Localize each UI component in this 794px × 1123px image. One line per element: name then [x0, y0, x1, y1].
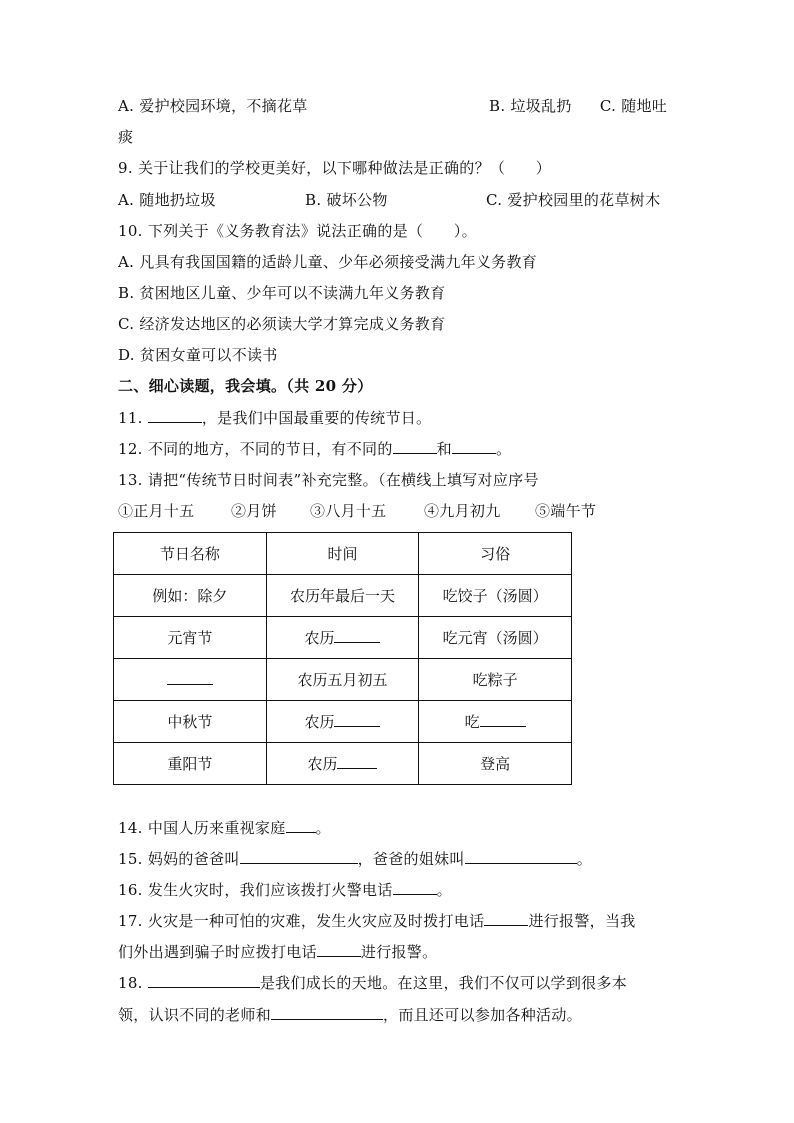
q12-blank-1[interactable]	[393, 439, 437, 454]
q8-option-c: C. 随地吐	[599, 97, 668, 115]
table-row	[114, 701, 572, 743]
table-header-cell: 时间	[266, 533, 419, 575]
q17-line-1	[118, 911, 636, 931]
q13-option-4: ④九月初九	[424, 502, 501, 520]
q12-text-mid: 和	[436, 440, 452, 458]
table-cell	[266, 743, 419, 785]
q11-text: ，是我们中国最重要的传统节日。	[201, 409, 432, 427]
table-header-cell: 节日名称	[114, 533, 267, 575]
table-cell-text: 农历	[307, 755, 338, 773]
q18-line-1	[118, 973, 627, 993]
q13-option-1: ①正月十五	[118, 502, 195, 520]
q12	[118, 439, 511, 459]
q15-text-pre: 15. 妈妈的爸爸叫	[118, 850, 240, 868]
q14-blank[interactable]	[286, 818, 316, 833]
q18-blank-1[interactable]	[148, 973, 260, 988]
table-cell: 元宵节	[114, 617, 267, 659]
q8-options-line	[118, 96, 308, 116]
table-cell: 吃粽子	[419, 659, 572, 701]
table-row	[114, 617, 572, 659]
festival-table	[113, 532, 572, 785]
q15-text-mid: ，爸爸的姐妹叫	[357, 850, 465, 868]
table-cell-text: 吃	[464, 713, 480, 731]
table-blank[interactable]	[167, 670, 213, 685]
q10-option-c: C. 经济发达地区的必须读大学才算完成义务教育	[118, 315, 446, 333]
q13-option-2: ②月饼	[231, 502, 277, 520]
table-cell: 重阳节	[114, 743, 267, 785]
q14	[118, 818, 331, 838]
table-cell-text: 农历	[304, 713, 335, 731]
q17-text-line2-pre: 们外出遇到骗子时应拨打电话	[118, 943, 317, 961]
q8-option-a: A. 爱护校园环境，不摘花草	[118, 97, 308, 115]
q9-option-c: C. 爱护校园里的花草树木	[486, 191, 661, 209]
q14-text-pre: 14. 中国人历来重视家庭	[118, 819, 286, 837]
q15-blank-1[interactable]	[240, 849, 358, 864]
q16-text-pre: 16. 发生火灾时，我们应该拨打火警电话	[118, 881, 393, 899]
q18-text-line2-post: ，而且还可以参加各种活动。	[383, 1006, 582, 1024]
q12-text-post: 。	[495, 440, 512, 458]
q18-line-2	[118, 1005, 582, 1025]
table-cell: 农历五月初五	[266, 659, 419, 701]
table-cell: 登高	[419, 743, 572, 785]
q17-blank-2[interactable]	[317, 942, 361, 957]
q10-stem: 10. 下列关于《义务教育法》说法正确的是（ ）。	[118, 222, 477, 240]
table-cell	[266, 701, 419, 743]
table-blank[interactable]	[334, 628, 380, 643]
q10-option-b: B. 贫困地区儿童、少年可以不读满九年义务教育	[118, 284, 446, 302]
q9-option-a: A. 随地扔垃圾	[118, 191, 216, 209]
table-cell: 例如：除夕	[114, 575, 267, 617]
table-cell	[266, 617, 419, 659]
q10-option-d: D. 贫困女童可以不读书	[118, 346, 278, 364]
q11	[118, 408, 431, 428]
q8-option-c-cont: 痰	[118, 128, 134, 146]
q9-stem: 9. 关于让我们的学校更美好，以下哪种做法是正确的？（ ）	[118, 159, 552, 177]
q18-text-1: 是我们成长的天地。在这里，我们不仅可以学到很多本	[259, 974, 628, 992]
q15-blank-2[interactable]	[465, 849, 577, 864]
q18-blank-2[interactable]	[271, 1005, 383, 1020]
table-header-row	[114, 533, 572, 575]
q17-text-mid: 进行报警，当我	[528, 912, 636, 930]
q8-option-b: B. 垃圾乱扔	[489, 97, 572, 115]
q15	[118, 849, 592, 869]
q12-text-pre: 12. 不同的地方，不同的节日，有不同的	[118, 440, 393, 458]
q17-line-2	[118, 942, 437, 962]
q17-text-pre: 17. 火灾是一种可怕的灾难，发生火灾应及时拨打电话	[118, 912, 485, 930]
q18-number: 18.	[118, 974, 143, 992]
table-cell	[114, 659, 267, 701]
q16	[118, 880, 452, 900]
table-row	[114, 743, 572, 785]
table-cell: 中秋节	[114, 701, 267, 743]
q16-blank[interactable]	[393, 880, 437, 895]
table-blank[interactable]	[337, 754, 377, 769]
table-cell-text: 农历	[304, 629, 335, 647]
table-row	[114, 659, 572, 701]
table-row	[114, 575, 572, 617]
q11-blank[interactable]	[148, 408, 202, 423]
q17-blank-1[interactable]	[484, 911, 528, 926]
q13-stem: 13. 请把“传统节日时间表”补充完整。（在横线上填写对应序号	[118, 471, 539, 489]
table-blank[interactable]	[334, 712, 380, 727]
table-cell	[419, 701, 572, 743]
q12-blank-2[interactable]	[452, 439, 496, 454]
q14-text-post: 。	[315, 819, 331, 837]
q13-option-5: ⑤端午节	[535, 502, 597, 520]
q18-text-line2-pre: 领，认识不同的老师和	[118, 1006, 272, 1024]
section2-title: 二、细心读题，我会填。（共 20 分）	[118, 377, 373, 395]
q16-text-post: 。	[436, 881, 452, 899]
table-cell: 农历年最后一天	[266, 575, 419, 617]
q11-number: 11.	[118, 409, 143, 427]
q15-text-post: 。	[576, 850, 593, 868]
table-blank[interactable]	[480, 712, 526, 727]
table-header-cell: 习俗	[419, 533, 572, 575]
q9-option-b: B. 破坏公物	[305, 191, 388, 209]
q17-text-line2-post: 进行报警。	[360, 943, 438, 961]
q13-option-3: ③八月十五	[310, 502, 387, 520]
table-cell: 吃饺子（汤圆）	[419, 575, 572, 617]
q13-options	[118, 501, 596, 521]
table-cell: 吃元宵（汤圆）	[419, 617, 572, 659]
q10-option-a: A. 凡具有我国国籍的适龄儿童、少年必须接受满九年义务教育	[118, 253, 538, 271]
q8-options-right	[489, 96, 667, 116]
